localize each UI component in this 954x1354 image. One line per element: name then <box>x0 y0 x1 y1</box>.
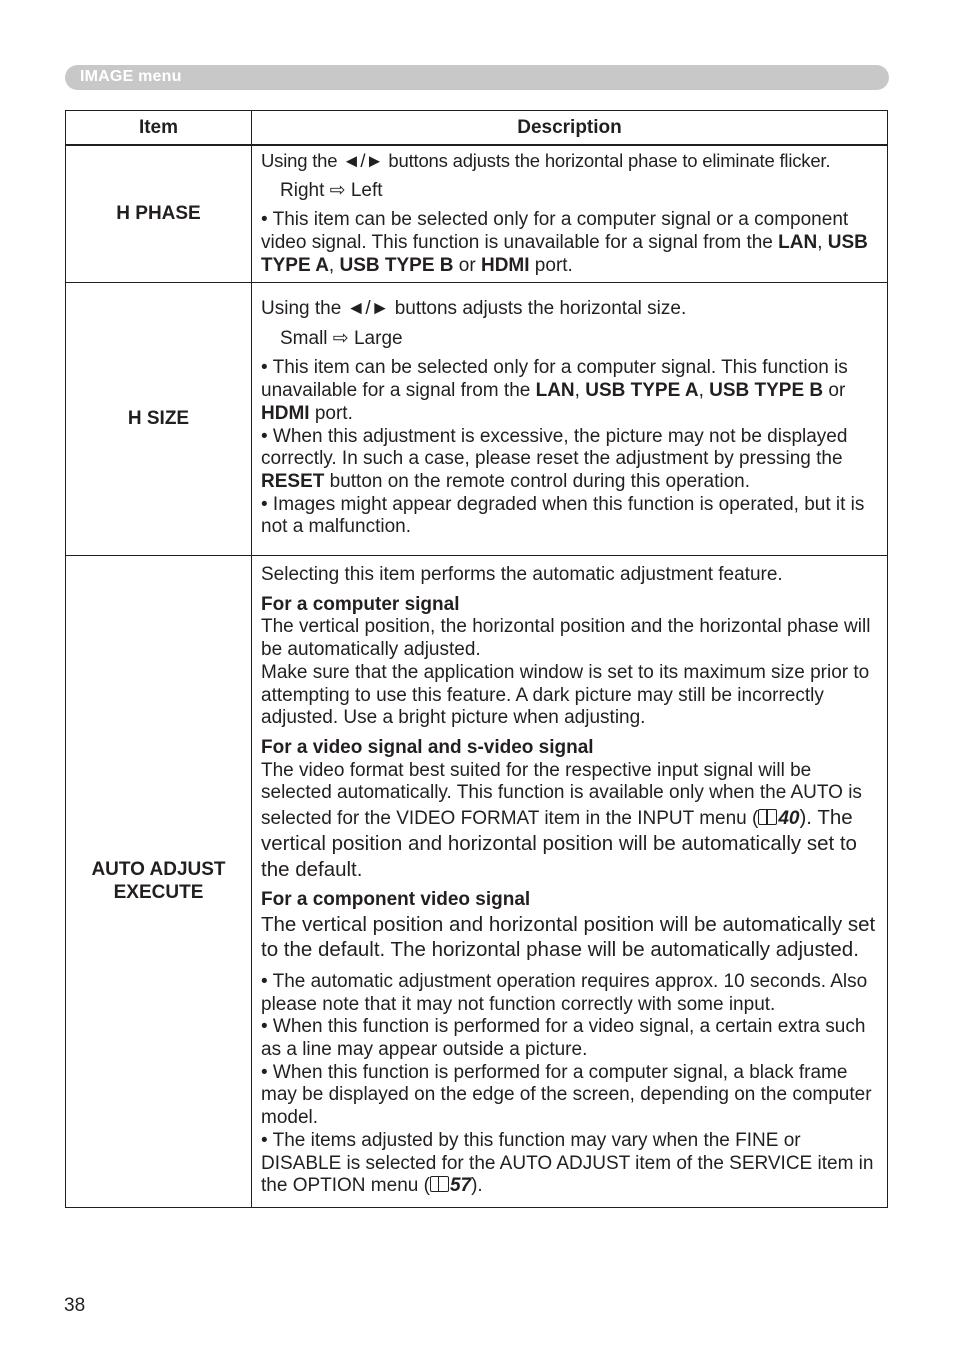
h-phase-note: • This item can be selected only for a computer signal or a component video signal. This function is unavailable for a signal from the LAN, USB TYPE A, USB TYPE B or HDMI port. <box>261 209 868 276</box>
item-name-h-size: H SIZE <box>66 282 252 555</box>
component-signal-heading: For a component video signal <box>261 889 531 911</box>
item-name-auto-adjust-execute: AUTO ADJUST EXECUTE <box>66 555 252 1207</box>
h-size-note-degraded: • Images might appear degraded when this function is operated, but it is not a malfunction. <box>261 493 865 538</box>
computer-signal-text-2: Make sure that the application window is set to its maximum size prior to attempting to use this feature. A dark picture may still be incorrectly adjusted. Use a bright picture when adjusting. <box>261 661 870 729</box>
description-h-size <box>252 282 888 555</box>
table-row <box>66 282 888 555</box>
auto-adjust-note-items: • The items adjusted by this function may vary when the FINE or DISABLE is selected for the AUTO ADJUST item of the SERVICE item in the OPTION menu ( 57). <box>261 1129 874 1197</box>
table-row <box>66 555 888 1207</box>
page-number: 38 <box>64 1295 86 1316</box>
book-icon <box>430 1176 449 1192</box>
auto-adjust-note-video: • When this function is performed for a video signal, a certain extra such as a line may appear outside a picture. <box>261 1016 866 1061</box>
h-size-note-excessive: • When this adjustment is excessive, the picture may not be displayed correctly. In such a case, please reset the adjustment by pressing the RESET button on the remote control during this operation. <box>261 425 848 492</box>
video-signal-heading: For a video signal and s-video signal <box>261 737 594 758</box>
h-size-note-availability: • This item can be selected only for a computer signal. This function is unavailable for a signal from the LAN, USB TYPE A, USB TYPE B or HDMI port. <box>261 357 848 424</box>
column-header-item: Item <box>66 111 252 145</box>
video-signal-text: The video format best suited for the respective input signal will be selected automatically. This function is available only when the AUTO is selected for the VIDEO FORMAT item in the INPUT menu ( 40). The vertical position and horizontal position will be automatically set to the default. <box>261 759 862 881</box>
auto-adjust-note-computer: • When this function is performed for a computer signal, a black frame may be displayed on the edge of the screen, depending on the computer model. <box>261 1061 872 1129</box>
component-signal-text: The vertical position and horizontal position will be automatically set to the default. The horizontal phase will be automatically adjusted. <box>261 912 876 961</box>
auto-adjust-note-duration: • The automatic adjustment operation requires approx. 10 seconds. Also please note that it may not function correctly with some input. <box>261 970 868 1015</box>
computer-signal-text-1: The vertical position, the horizontal position and the horizontal phase will be automatically adjusted. <box>261 616 871 661</box>
table-row <box>66 146 888 283</box>
section-header-bar <box>65 65 889 90</box>
h-phase-intro: Using the ◄/► buttons adjusts the horizontal phase to eliminate flicker. <box>261 150 831 171</box>
page-reference-link[interactable]: 57 <box>449 1175 472 1197</box>
page-reference-link[interactable]: 40 <box>778 808 800 830</box>
description-h-phase <box>252 146 888 283</box>
h-phase-option: Right ⇨ Left <box>280 179 383 201</box>
item-name-h-phase: H PHASE <box>66 146 252 283</box>
column-header-description: Description <box>252 111 888 145</box>
h-size-option: Small ⇨ Large <box>280 327 403 349</box>
book-icon <box>758 809 777 825</box>
auto-adjust-intro: Selecting this item performs the automatic adjustment feature. <box>261 564 783 586</box>
table-header-row <box>66 111 888 145</box>
computer-signal-heading: For a computer signal <box>261 593 460 615</box>
section-title: IMAGE menu <box>80 68 182 85</box>
image-menu-table <box>65 110 888 1208</box>
description-auto-adjust-execute <box>252 555 888 1207</box>
h-size-intro: Using the ◄/► buttons adjusts the horizontal size. <box>261 298 687 319</box>
